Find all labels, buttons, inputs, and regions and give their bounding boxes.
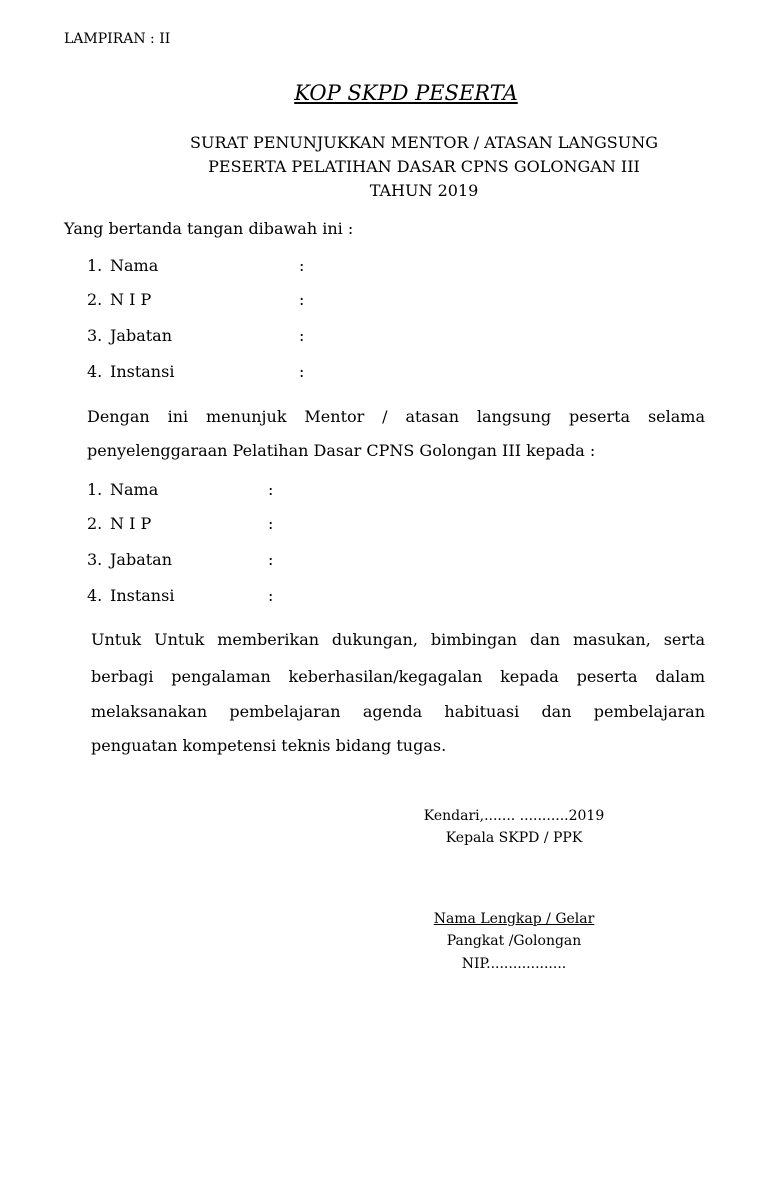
- letter-title-year: TAHUN 2019: [369, 181, 479, 200]
- signature-nip: NIP..................: [461, 956, 567, 972]
- attachment-label: LAMPIRAN : II: [64, 31, 171, 47]
- signature-place-date: Kendari,....... ...........2019: [423, 808, 605, 824]
- field-number: 1.: [87, 480, 103, 499]
- appointment-line-2: penyelenggaraan Pelatihan Dasar CPNS Golongan III kepada :: [87, 441, 596, 460]
- appointment-paragraph: [87, 409, 705, 459]
- letter-title-line-1: SURAT PENUNJUKKAN MENTOR / ATASAN LANGSUNG: [190, 133, 658, 152]
- field-number: 4.: [87, 586, 103, 605]
- field-colon: :: [299, 362, 305, 381]
- signature-position: Kepala SKPD / PPK: [445, 830, 583, 846]
- field-colon: :: [299, 290, 305, 309]
- field-colon: :: [268, 550, 274, 569]
- field-number: 4.: [87, 362, 103, 381]
- signature-name: Nama Lengkap / Gelar: [433, 911, 595, 927]
- purpose-line-3: melaksanakan pembelajaran agenda habituasi dan pembelajaran: [91, 702, 705, 721]
- signature-name-wrapper: [380, 911, 648, 927]
- purpose-paragraph: [91, 630, 705, 755]
- field-label: Nama: [110, 256, 159, 275]
- field-colon: :: [268, 514, 274, 533]
- signature-rank: Pangkat /Golongan: [446, 933, 582, 949]
- field-number: 3.: [87, 326, 103, 345]
- field-number: 2.: [87, 514, 103, 533]
- purpose-line-2: berbagi pengalaman keberhasilan/kegagalan kepada peserta dalam: [91, 667, 705, 686]
- letter-title-line-2: PESERTA PELATIHAN DASAR CPNS GOLONGAN III: [208, 157, 640, 176]
- field-colon: :: [268, 480, 274, 499]
- field-label: N I P: [110, 290, 152, 309]
- field-label: Nama: [110, 480, 159, 499]
- field-label: Jabatan: [110, 550, 173, 569]
- field-number: 1.: [87, 256, 103, 275]
- field-number: 2.: [87, 290, 103, 309]
- field-label: Jabatan: [110, 326, 173, 345]
- field-label: Instansi: [110, 362, 175, 381]
- purpose-line-4: penguatan kompetensi teknis bidang tugas.: [91, 736, 447, 755]
- field-label: Instansi: [110, 586, 175, 605]
- field-label: N I P: [110, 514, 152, 533]
- field-colon: :: [299, 326, 305, 345]
- appointment-line-1: Dengan ini menunjuk Mentor / atasan langsung peserta selama: [87, 407, 705, 426]
- intro-text: Yang bertanda tangan dibawah ini :: [64, 219, 354, 238]
- letterhead-placeholder: KOP SKPD PESERTA: [294, 81, 518, 105]
- field-colon: :: [299, 256, 305, 275]
- field-colon: :: [268, 586, 274, 605]
- purpose-line-1: Untuk Untuk memberikan dukungan, bimbingan dan masukan, serta: [91, 630, 705, 649]
- field-number: 3.: [87, 550, 103, 569]
